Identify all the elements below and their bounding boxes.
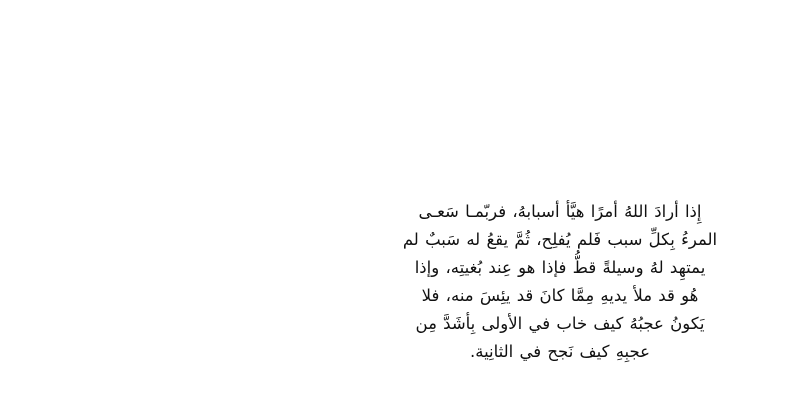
arabic-text-block <box>350 198 770 366</box>
text-line-3: يمتهِد لهُ وسيلةً قطُّ فإذا هو عِند بُغيتِه، وإذا <box>414 258 706 277</box>
text-line-4: هُو قد ملأ يديهِ مِمَّا كانَ قد يئِسَ منه، فلا <box>421 286 699 305</box>
text-line-5: يَكونُ عجبُهُ كيف خاب في الأولى بِأشَدَّ مِن <box>415 314 705 333</box>
text-line-6: عجبِهِ كيف نَجح في الثانِية. <box>469 342 651 361</box>
text-line-2: المرءُ بِكلِّ سبب فَلم يُفلِح، ثُمَّ يقعُ له سَببٌ لم <box>402 230 718 249</box>
text-line-1: إِذا أرادَ اللهُ أمرًا هيَّأ أسبابهُ، فربّمـا سَعـى <box>418 202 702 221</box>
